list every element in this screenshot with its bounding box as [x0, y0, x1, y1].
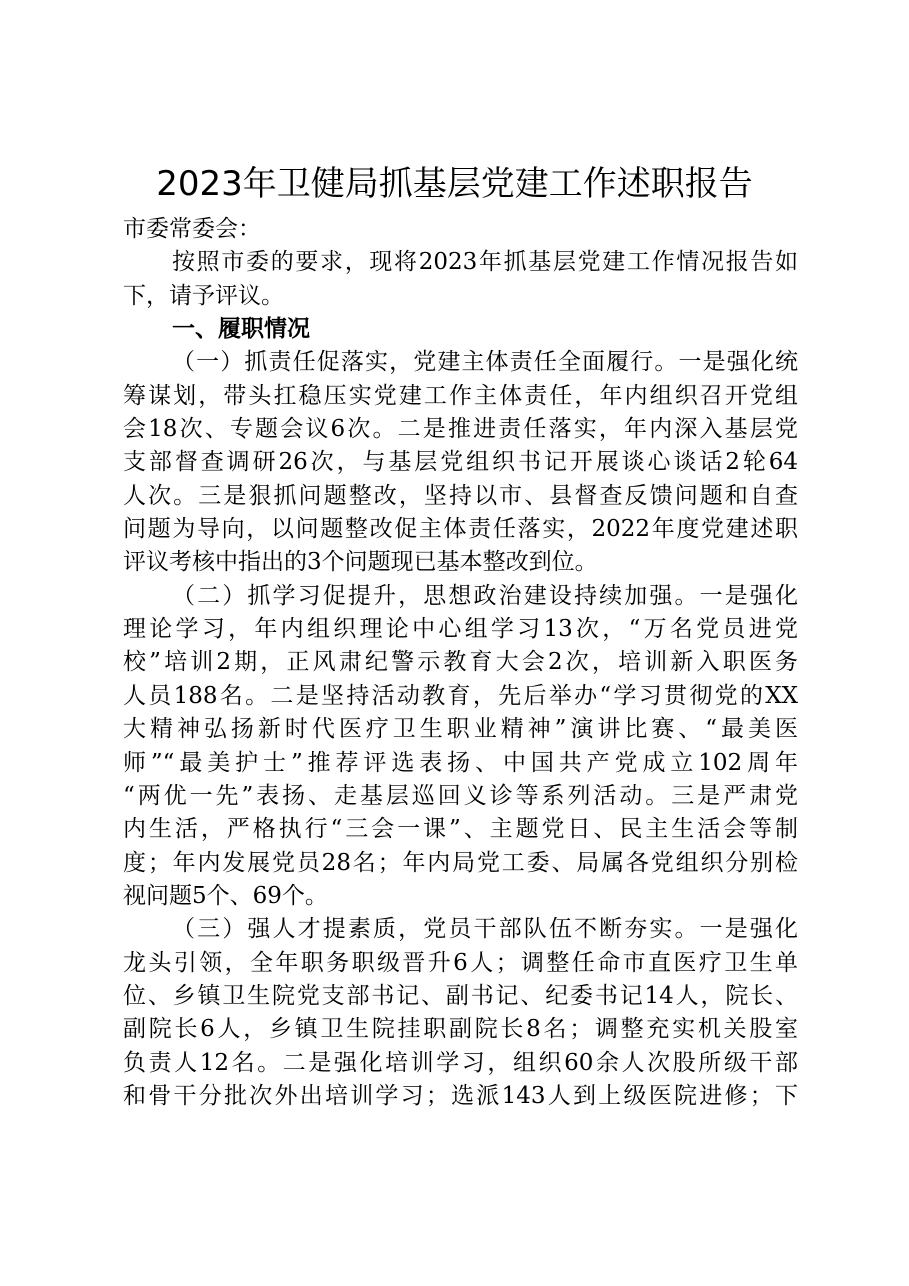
paragraph-line: 评议考核中指出的3个问题现已基本整改到位。: [123, 549, 598, 576]
paragraph-line: （一）抓责任促落实，党建主体责任全面履行。一是强化统: [172, 349, 798, 376]
paragraph-line: 下，请予评议。: [123, 282, 284, 309]
paragraph-line: 位、乡镇卫生院党支部书记、副书记、纪委书记14人，院长、: [123, 982, 798, 1009]
paragraph-line: 人员188名。二是坚持活动教育，先后举办“学习贯彻党的XX: [123, 682, 798, 709]
paragraph-line: （三）强人才提素质，党员干部队伍不断夯实。一是强化: [172, 916, 798, 943]
paragraph-line: 理论学习，年内组织理论中心组学习13次，“万名党员进党: [123, 616, 798, 643]
document-body: [123, 213, 798, 1113]
paragraph-line: 筹谋划，带头扛稳压实党建工作主体责任，年内组织召开党组: [123, 382, 798, 409]
paragraph-line: 视问题5个、69个。: [123, 882, 328, 909]
paragraph-line: 会18次、专题会议6次。二是推进责任落实，年内深入基层党: [123, 416, 798, 443]
paragraph-line: 龙头引领，全年职务职级晋升6人；调整任命市直医疗卫生单: [123, 949, 798, 976]
paragraph-line: 师”“最美护士”推荐评选表扬、中国共产党成立102周年: [123, 749, 798, 776]
paragraph-line: （二）抓学习促提升，思想政治建设持续加强。一是强化: [172, 582, 798, 609]
section-heading: 一、履职情况: [172, 316, 310, 343]
salutation: 市委常委会：: [123, 216, 261, 242]
paragraph-line: “两优一先”表扬、走基层巡回义诊等系列活动。三是严肃党: [123, 782, 798, 809]
paragraph-line: 副院长6人，乡镇卫生院挂职副院长8名；调整充实机关股室: [123, 1016, 798, 1043]
paragraph-line: 问题为导向，以问题整改促主体责任落实，2022年度党建述职: [123, 516, 798, 543]
paragraph-line: 支部督查调研26次，与基层党组织书记开展谈心谈话2轮64: [123, 449, 798, 476]
paragraph-line: 人次。三是狠抓问题整改，坚持以市、县督查反馈问题和自查: [123, 482, 798, 509]
paragraph-line: 内生活，严格执行“三会一课”、主题党日、民主生活会等制: [123, 816, 798, 843]
paragraph-line: 和骨干分批次外出培训学习；选派143人到上级医院进修；下: [123, 1082, 798, 1109]
document-title: 2023年卫健局抓基层党建工作述职报告: [156, 164, 753, 204]
paragraph-line: 度；年内发展党员28名；年内局党工委、局属各党组织分别检: [123, 849, 798, 876]
paragraph-line: 校”培训2期，正风肃纪警示教育大会2次，培训新入职医务: [123, 649, 798, 676]
paragraph-line: 大精神弘扬新时代医疗卫生职业精神”演讲比赛、“最美医: [123, 716, 798, 743]
paragraph-line: 负责人12名。二是强化培训学习，组织60余人次股所级干部: [123, 1049, 798, 1076]
paragraph-line: 按照市委的要求，现将2023年抓基层党建工作情况报告如: [172, 249, 798, 276]
